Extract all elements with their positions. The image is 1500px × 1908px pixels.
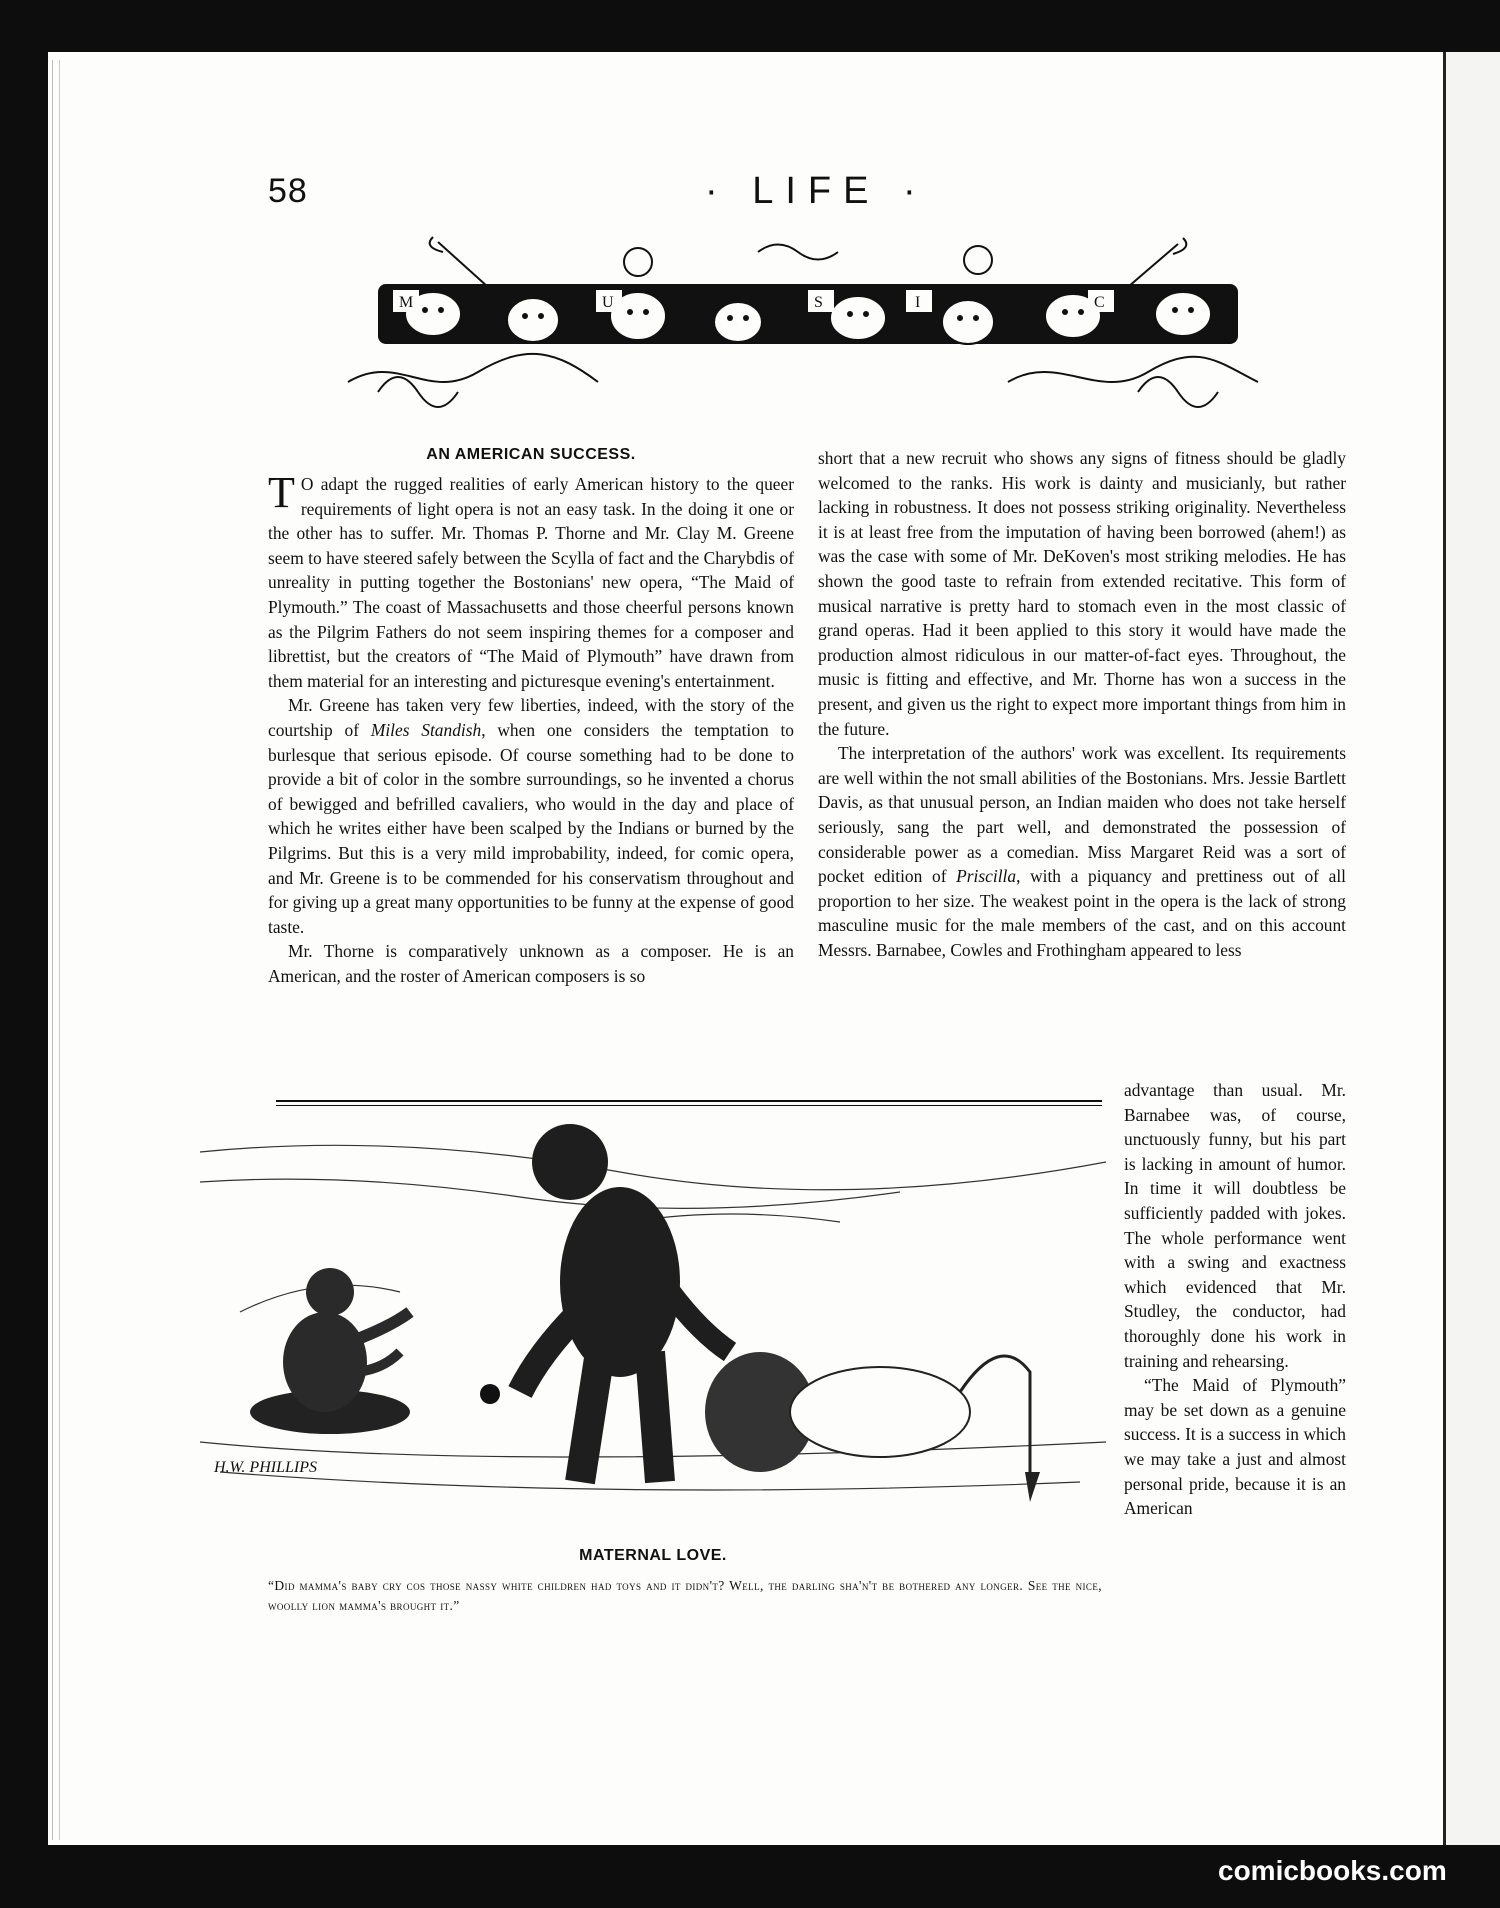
small-ape-figure (250, 1268, 500, 1434)
italic-name: Miles Standish (370, 719, 482, 740)
illustration-title: MATERNAL LOVE. (579, 1547, 727, 1564)
banner-letter: S (814, 294, 823, 311)
article-paragraph: Mr. Thorne is comparatively unknown as a composer. He is an American, and the roster of American composers is so (268, 941, 794, 986)
paragraph-text: , when one considers the temptation to burlesque that serious episode. Of course something had to be done to provide a bit of color in the sombre surroundings, so he invented a chorus of bewigged and befrilled cavaliers, who would in the day and place of which he writes either have been scalped by the Indians or burned by the Pilgrims. But this is a very mild improbability, indeed, for comic opera, and Mr. Greene is to be commended for his conservatism throughout and for giving up a great many opportunities to be funny at the expense of good taste. (268, 719, 794, 937)
italic-name: Priscilla (956, 866, 1017, 887)
article-column-right (818, 446, 1346, 962)
banner-letter: U (602, 294, 614, 311)
artist-signature: H.W. PHILLIPS (214, 1459, 317, 1476)
banner-letter: C (1094, 294, 1105, 311)
masthead-title: · LIFE · (705, 170, 928, 212)
banner-letter: I (915, 294, 921, 311)
page-number: 58 (268, 172, 308, 210)
music-banner-illustration (338, 232, 1268, 412)
watermark: comicbooks.com (1218, 1855, 1447, 1886)
large-ape-figure (520, 1124, 730, 1482)
illustration-caption: “Did mamma's baby cry cos those nassy white children had toys and it didn't? Well, the darling sha'n't be bothered any longer. See the nice, woolly lion mamma's brought it.” (268, 1578, 1102, 1613)
article-paragraph: advantage than usual. Mr. Barnabee was, of course, unctuously funny, but his part is lacking in amount of humor. In time it will doubtless be sufficiently padded with jokes. The whole performance went with a swing and exactness which evidenced that Mr. Studley, the conductor, had thoroughly done his work in training and rehearsing. (1124, 1080, 1346, 1371)
article-paragraph (268, 693, 794, 939)
article-paragraph: short that a new recruit who shows any signs of fitness should be gladly welcomed to the ranks. His work is dainty and musicianly, but rather lacking in robustness. It does not possess striking originality. Nevertheless it is at least free from the imputation of having been borrowed (ahem!) as was the case with some of Mr. DeKoven's most striking melodies. He has shown the good taste to refrain from extended recitative. This form of musical narrative is pretty hard to stomach even in the most classic of grand operas. Had it been applied to this story it would have made the production almost ridiculous in our matter-of-fact eyes. Throughout, the music is fitting and effective, and Mr. Thorne has won a success in the present, and given us the right to expect more important things from him in the future. (818, 448, 1346, 739)
page-edge (52, 60, 60, 1840)
article-paragraph (818, 741, 1346, 962)
article-column-narrow (1124, 1078, 1346, 1521)
next-page-edge (1443, 52, 1500, 1845)
banner-letter: M (399, 294, 414, 311)
article-column-left (268, 468, 794, 988)
maternal-love-cartoon (200, 1112, 1106, 1512)
article-paragraph (268, 468, 794, 693)
paragraph-text: , with a piquancy and prettiness out of all proportion to her size. The weakest point in the opera is the lack of strong masculine music for the male members of the cast, and on this account Messrs. Barnabee, Cowles and Frothingham appeared to less (818, 866, 1346, 960)
drop-cap: T (268, 468, 295, 517)
article-paragraph: “The Maid of Plymouth” may be set down as a genuine success. It is a success in which we may take a just and almost personal pride, because it is an American (1124, 1375, 1346, 1519)
paragraph-text: The interpretation of the authors' work was excellent. Its requirements are well within the not small abilities of the Bostonians. Mrs. Jessie Bartlett Davis, as that unusual person, an Indian maiden who does not take herself seriously, sang the part well, and demonstrated the possession of considerable power as a comedian. Miss Margaret Reid was a sort of pocket edition of (818, 743, 1346, 887)
paragraph-text: Mr. Greene has taken very few liberties, indeed, with the story of the courtship of (268, 695, 794, 740)
lion-figure (705, 1352, 1040, 1502)
illustration-rule (276, 1100, 1102, 1106)
paragraph-text: O adapt the rugged realities of early American history to the queer requirements of light opera is not an easy task. In the doing it one or the other has to suffer. Mr. Thomas P. Thorne and Mr. Clay M. Greene seem to have steered safely between the Scylla of fact and the Charybdis of unreality in putting together the Bostonians' new opera, “The Maid of Plymouth.” The coast of Massachusetts and those cheerful persons known as the Pilgrim Fathers do not seem inspiring themes for a composer and librettist, but the creators of “The Maid of Plymouth” have drawn from them material for an interesting and picturesque evening's entertainment. (268, 474, 794, 691)
article-heading: AN AMERICAN SUCCESS. (426, 446, 636, 463)
